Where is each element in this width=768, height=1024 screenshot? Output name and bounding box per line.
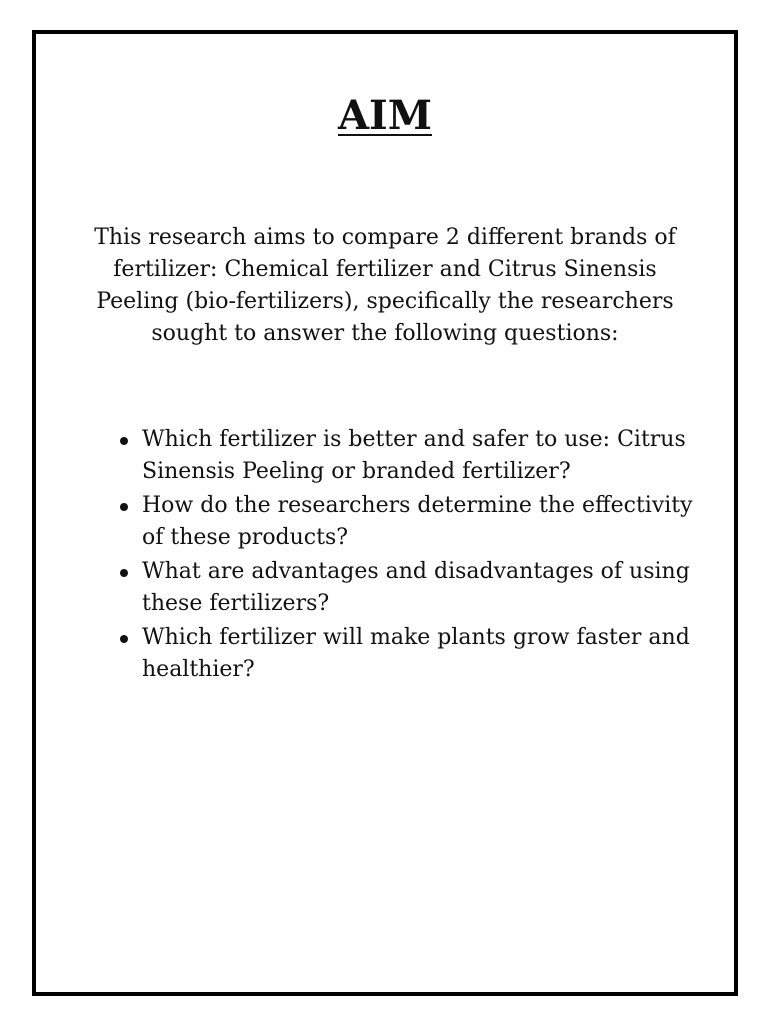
page-title: AIM [337, 92, 433, 139]
question-text: What are advantages and disadvantages of using these fertilizers? [142, 559, 690, 616]
question-text: Which fertilizer is better and safer to use: Citrus Sinensis Peeling or branded fertilizer? [142, 427, 686, 484]
question-item [142, 556, 702, 620]
question-item [142, 424, 702, 488]
bullet-icon [120, 635, 128, 643]
questions-list [118, 424, 702, 688]
question-text: How do the researchers determine the effectivity of these products? [142, 493, 693, 550]
bullet-icon [120, 569, 128, 577]
question-item [142, 490, 702, 554]
page-border-frame [32, 30, 738, 996]
bullet-icon [120, 503, 128, 511]
question-text: Which fertilizer will make plants grow faster and healthier? [142, 625, 690, 682]
intro-paragraph: This research aims to compare 2 different brands of fertilizer: Chemical fertilizer and Citrus Sinensis Peeling (bio-fertilizers), specifically the researchers sought to answer the following questions: [94, 225, 676, 346]
bullet-icon [120, 437, 128, 445]
question-item [142, 622, 702, 686]
